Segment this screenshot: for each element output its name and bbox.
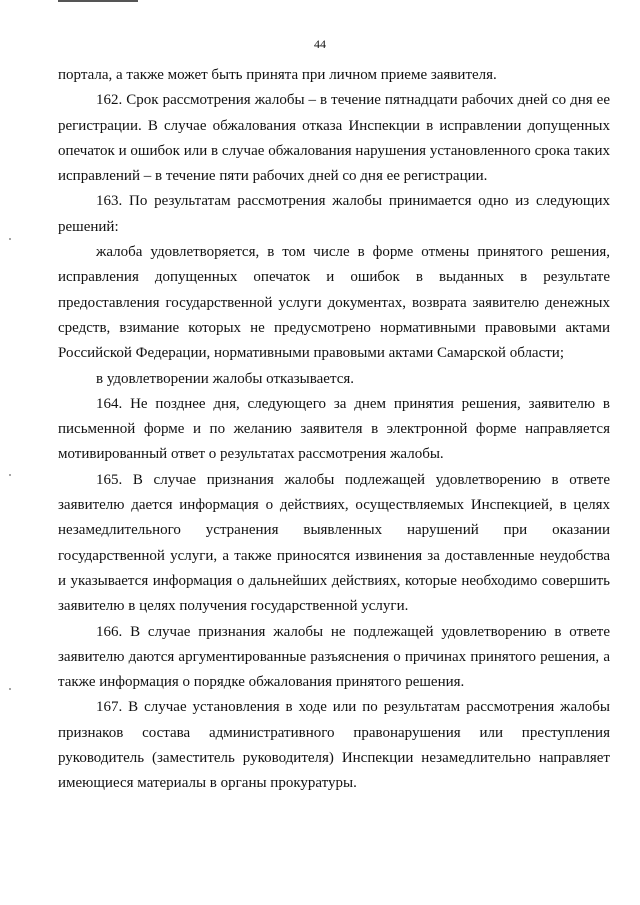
paragraph: портала, а также может быть принята при личном приеме заявителя. xyxy=(58,67,497,83)
paragraph: 163. По результатам рассмотрения жалобы принимается одно из следующих решений: xyxy=(58,193,610,235)
paragraph: 166. В случае признания жалобы не подлежащей удовлетворению в ответе заявителю даются аргументированные разъяснения о причинах принятого решения, а также информация о порядке обжалования принятого решения. xyxy=(58,623,610,691)
paragraph: 167. В случае установления в ходе или по результатам рассмотрения жалобы признаков состава административного правонарушения или преступления руководитель (заместитель руководителя) Инспекции незамедлительно направляет имеющиеся материалы в органы прокуратуры. xyxy=(58,699,610,792)
paragraph: жалоба удовлетворяется, в том числе в форме отмены принятого решения, исправления допущенных опечаток и ошибок в выданных в результате предоставления государственной услуги документах, возврата заявителю денежных средств, взимание которых не предусмотрено нормативными правовыми актами Российской Федерации, нормативными правовыми актами Самарской области; xyxy=(58,244,610,362)
top-rule xyxy=(58,0,138,2)
document-body xyxy=(58,63,610,797)
margin-mark xyxy=(9,238,11,240)
margin-mark xyxy=(9,688,11,690)
page-number: 44 xyxy=(314,37,326,51)
paragraph: в удовлетворении жалобы отказывается. xyxy=(96,370,354,387)
margin-mark xyxy=(9,474,11,476)
paragraph: 165. В случае признания жалобы подлежащей удовлетворению в ответе заявителю дается информация о действиях, осуществляемых Инспекцией, в целях незамедлительного устранения выявленных нарушений при оказании государственной услуги, а также приносятся извинения за доставленные неудобства и указывается информация о дальнейших действиях, которые необходимо совершить заявителю в целях получения государственной услуги. xyxy=(58,471,610,615)
paragraph: 162. Срок рассмотрения жалобы – в течение пятнадцати рабочих дней со дня ее регистрации. В случае обжалования отказа Инспекции в исправлении допущенных опечаток и ошибок или в случае обжалования нарушения установленного срока таких исправлений – в течение пяти рабочих дней со дня ее регистрации. xyxy=(58,92,610,185)
paragraph: 164. Не позднее дня, следующего за днем принятия решения, заявителю в письменной форме и по желанию заявителя в электронной форме направляется мотивированный ответ о результатах рассмотрения жалобы. xyxy=(58,395,610,463)
